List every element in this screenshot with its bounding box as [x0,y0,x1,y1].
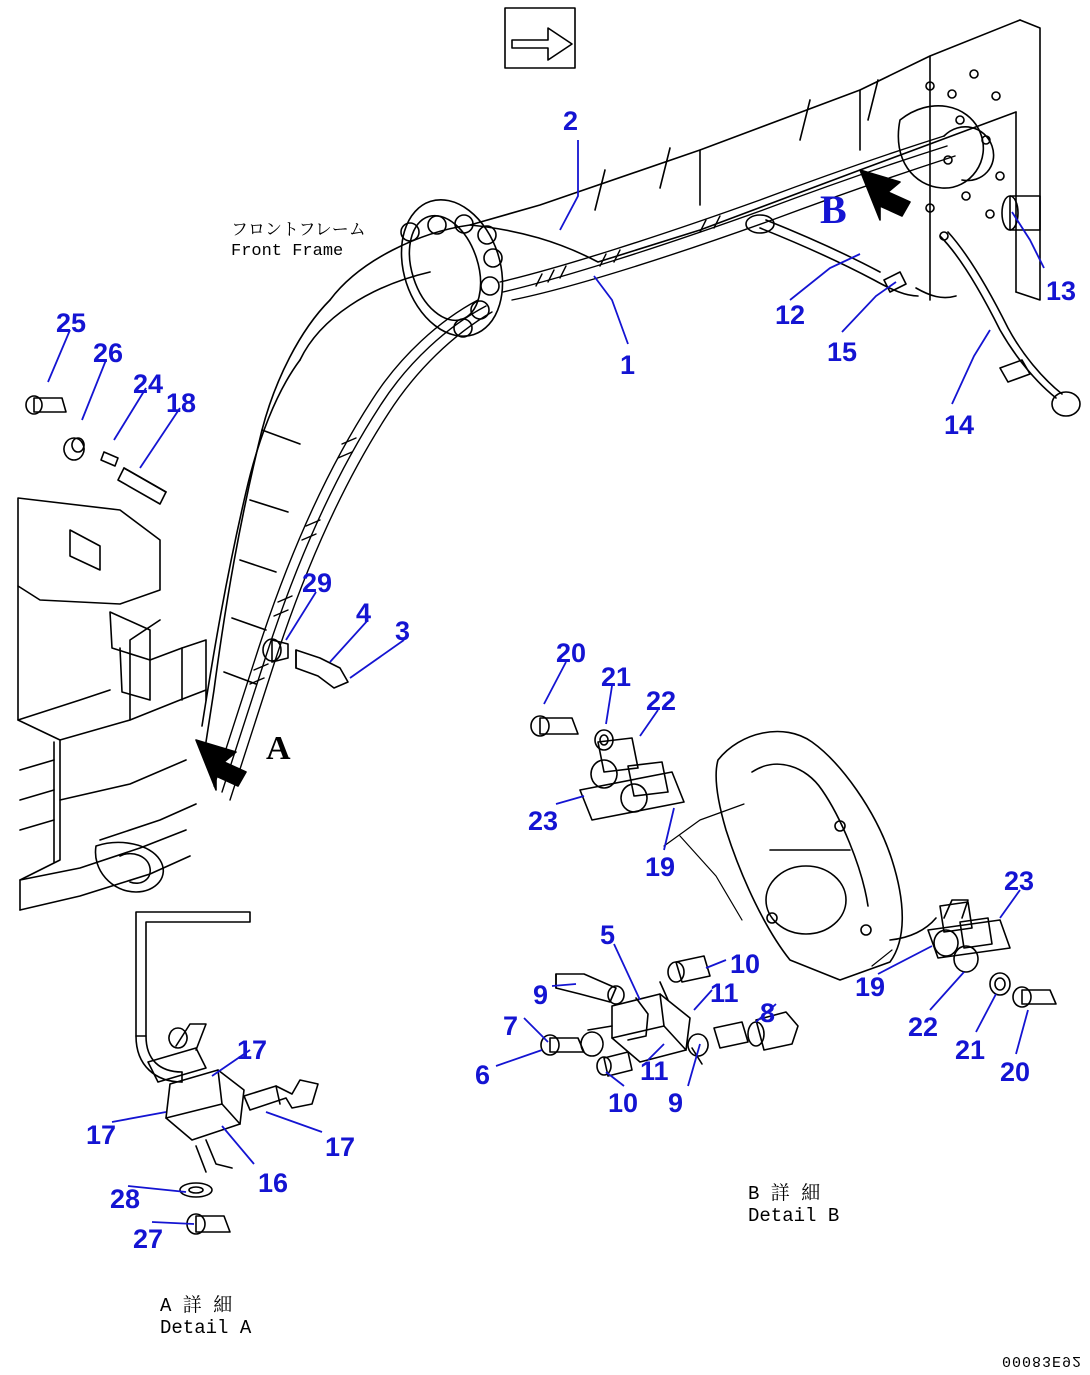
detail-b-clamp-left [531,716,684,820]
callout-number-3: 3 [395,616,411,646]
boom-outline [202,20,1040,742]
parts-group-left [26,396,166,504]
left-frame-structure [18,498,206,910]
parts-group-bolt-3-4 [263,639,348,688]
callout-number-18: 18 [166,388,197,418]
callout-number-1: 1 [620,350,636,380]
callout-number-5: 5 [600,920,616,950]
callout-number-21: 21 [601,662,632,692]
view-arrow-b [860,170,910,220]
callout-number-17: 17 [237,1035,268,1065]
front-frame-label: フロントフレーム Front Frame [231,222,366,261]
callout-number-19: 19 [855,972,886,1002]
callout-number-14: 14 [944,410,975,440]
callout-number-13: 13 [1046,276,1077,306]
callout-number-28: 28 [110,1184,141,1214]
callout-number-19: 19 [645,852,676,882]
callout-number-24: 24 [133,369,164,399]
callout-number-4: 4 [356,598,372,628]
callout-number-22: 22 [908,1012,939,1042]
callout-number-17: 17 [325,1132,356,1162]
callout-leaders [48,140,1044,1224]
callout-number-8: 8 [760,998,776,1028]
callout-number-20: 20 [1000,1057,1031,1087]
callout-number-16: 16 [258,1168,289,1198]
detail-b-caption: B 詳 細 Detail B [748,1183,840,1227]
drawing-code: 00083E92 [1001,1352,1082,1369]
fwd-arrow-symbol [505,8,575,68]
detail-a-caption: A 詳 細 Detail A [160,1295,252,1339]
callout-number-11: 11 [710,978,739,1008]
callout-number-10: 10 [730,949,761,979]
center-casting [716,732,936,980]
callout-number-11: 11 [640,1056,669,1086]
callout-number-9: 9 [668,1088,684,1118]
callout-number-21: 21 [955,1035,986,1065]
callout-number-23: 23 [1004,866,1035,896]
rear-valve-assembly [746,70,1080,416]
callout-number-10: 10 [608,1088,639,1118]
callout-number-7: 7 [503,1011,519,1041]
callout-number-26: 26 [93,338,124,368]
callout-number-15: 15 [827,337,858,367]
callout-number-25: 25 [56,308,87,338]
callout-number-27: 27 [133,1224,164,1254]
leader-lines [664,804,892,966]
view-marker-a: A [266,730,291,767]
callout-number-29: 29 [302,568,333,598]
callout-number-22: 22 [646,686,677,716]
callout-number-20: 20 [556,638,587,668]
callout-number-23: 23 [528,806,559,836]
callout-number-6: 6 [475,1060,491,1090]
view-marker-b: B [820,187,847,232]
callout-number-9: 9 [533,980,549,1010]
detail-a-assembly [136,912,318,1234]
callout-number-2: 2 [563,106,579,136]
view-arrow-a [196,740,246,790]
callout-number-12: 12 [775,300,806,330]
callout-number-17: 17 [86,1120,117,1150]
